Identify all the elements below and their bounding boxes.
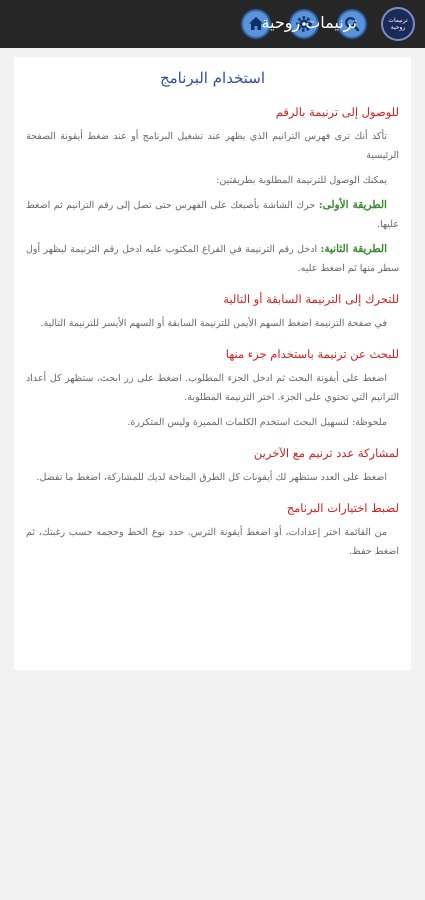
section-share [26, 446, 399, 487]
help-content-card [14, 57, 411, 670]
section-paragraph: في صفحة الترنيمة اضغط السهم الأيمن للترنيمة السابقة أو السهم الأيسر للترنيمة التالية. [40, 318, 387, 329]
app-logo-line2: روحية [390, 24, 406, 31]
app-logo-line1: ترنيمات [388, 17, 408, 24]
section-search [26, 347, 399, 432]
section-heading: لمشاركة عدد ترنيم مع الآخرين [253, 446, 399, 460]
page-title: استخدام البرنامج [159, 69, 266, 87]
section-heading: للبحث عن ترنيمة باستخدام جزء منها [225, 347, 399, 361]
section-settings [26, 501, 399, 561]
method-one-text: حرك الشاشة بأصبعك على الفهرس حتى تصل إلى رقم الترانيم ثم اضغط عليها. [26, 200, 399, 230]
section-paragraph: تأكد أنك ترى فهرس الترانيم الذي يظهر عند تشغيل البرنامج أو عند ضغط أيقونة الصفحة الرئيسية [26, 131, 399, 161]
app-bar [0, 0, 425, 48]
method-two-paragraph [26, 240, 399, 278]
section-paragraph: اضغط على العدد ستظهر لك أيقونات كل الطرق المتاحة لديك للمشاركة، اضغط ما تفضل. [36, 472, 387, 483]
section-paragraph: يمكنك الوصول للترنيمة المطلوبة بطريقتين: [216, 175, 387, 186]
app-logo[interactable] [381, 7, 415, 41]
method-one-paragraph [26, 196, 399, 234]
section-prev-next [26, 292, 399, 333]
method-one-label: الطريقة الأولى: [318, 199, 387, 211]
section-paragraph: من القائمة اختر إعدادات، أو اضغط أيقونة الترس. حدد نوع الخط وحجمه حسب رغبتك، ثم اضغط حفظ. [26, 527, 399, 557]
section-heading: لضبط اختيارات البرنامج [286, 501, 399, 515]
section-paragraph: اضغط على أيقونة البحث ثم ادخل الجزء المطلوب. اضغط على زر ابحث، ستظهر كل أعداد الترانيم التي تحتوي على الجزء. اختر الترنيمة المطلوبة. [26, 373, 399, 403]
section-jump-by-number [26, 105, 399, 278]
section-note: ملحوظة: لتسهيل البحث استخدم الكلمات المميزة وليس المتكررة. [127, 417, 387, 428]
section-heading: للتحرك إلى الترنيمة السابقة أو التالية [223, 292, 399, 306]
method-two-label: الطريقة الثانية: [320, 243, 388, 255]
section-heading: للوصول إلى ترنيمة بالرقم [275, 105, 399, 119]
method-two-text: ادخل رقم الترنيمة في الفراغ المكتوب عليه ادخل رقم الترنيمة ليظهر أول سطر منها ثم اضغط عليه. [26, 244, 399, 274]
app-title: ترنيمات روحية [261, 13, 357, 32]
